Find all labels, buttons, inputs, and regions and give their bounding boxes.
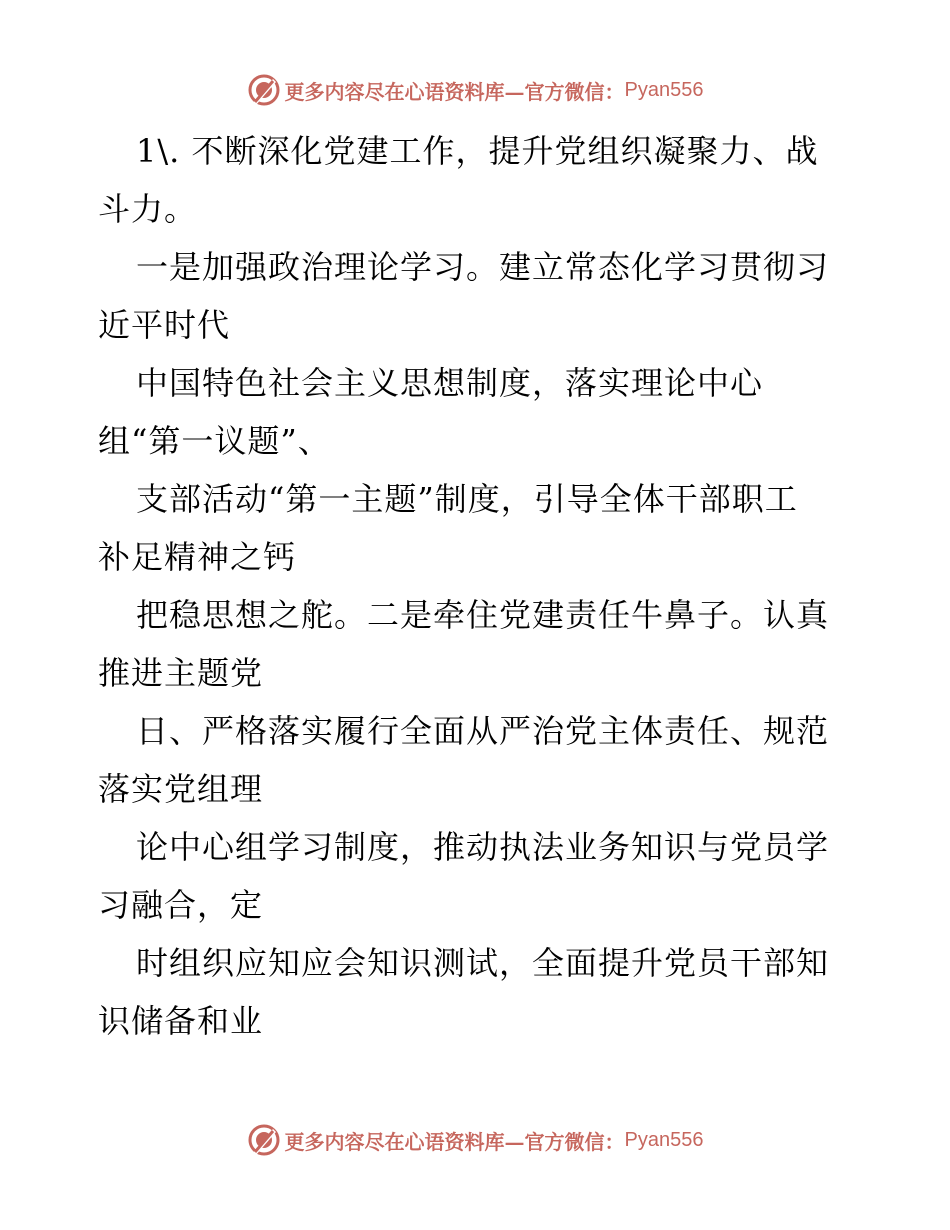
text-line: 组“第一议题”、	[98, 422, 331, 460]
text-line: 落实党组理	[98, 770, 264, 808]
text-line: 中国特色社会主义思想制度，落实理论中心	[136, 364, 764, 402]
text-line: 推进主题党	[98, 654, 264, 692]
text-line: 一是加强政治理论学习。建立常态化学习贯彻习	[136, 248, 830, 286]
footer-watermark	[0, 1120, 950, 1160]
header-watermark	[0, 70, 950, 110]
text-line: 时组织应知应会知识测试，全面提升党员干部知	[136, 944, 830, 982]
text-line: 补足精神之钙	[98, 538, 297, 576]
text-line: 习融合，定	[98, 886, 264, 924]
text-line: 识储备和业	[98, 1002, 264, 1040]
text-line: 1\. 不断深化党建工作，提升党组织凝聚力、战	[136, 132, 819, 170]
text-line: 近平时代	[98, 306, 231, 344]
text-line: 支部活动“第一主题”制度，引导全体干部职工	[136, 480, 798, 518]
watermark-text: 更多内容尽在心语资料库—官方微信：	[284, 79, 625, 104]
watermark-wechat-id: Pyan556	[624, 78, 704, 101]
text-line: 日、严格落实履行全面从严治党主体责任、规范	[136, 712, 830, 750]
text-line: 把稳思想之舵。二是牵住党建责任牛鼻子。认真	[136, 596, 830, 634]
text-line: 斗力。	[98, 190, 198, 228]
watermark-wechat-id: Pyan556	[624, 1128, 704, 1151]
pen-logo-icon	[247, 1123, 281, 1157]
document-body	[98, 122, 858, 1050]
watermark-text: 更多内容尽在心语资料库—官方微信：	[284, 1129, 625, 1154]
pen-logo-icon	[247, 73, 281, 107]
text-line: 论中心组学习制度，推动执法业务知识与党员学	[136, 828, 830, 866]
